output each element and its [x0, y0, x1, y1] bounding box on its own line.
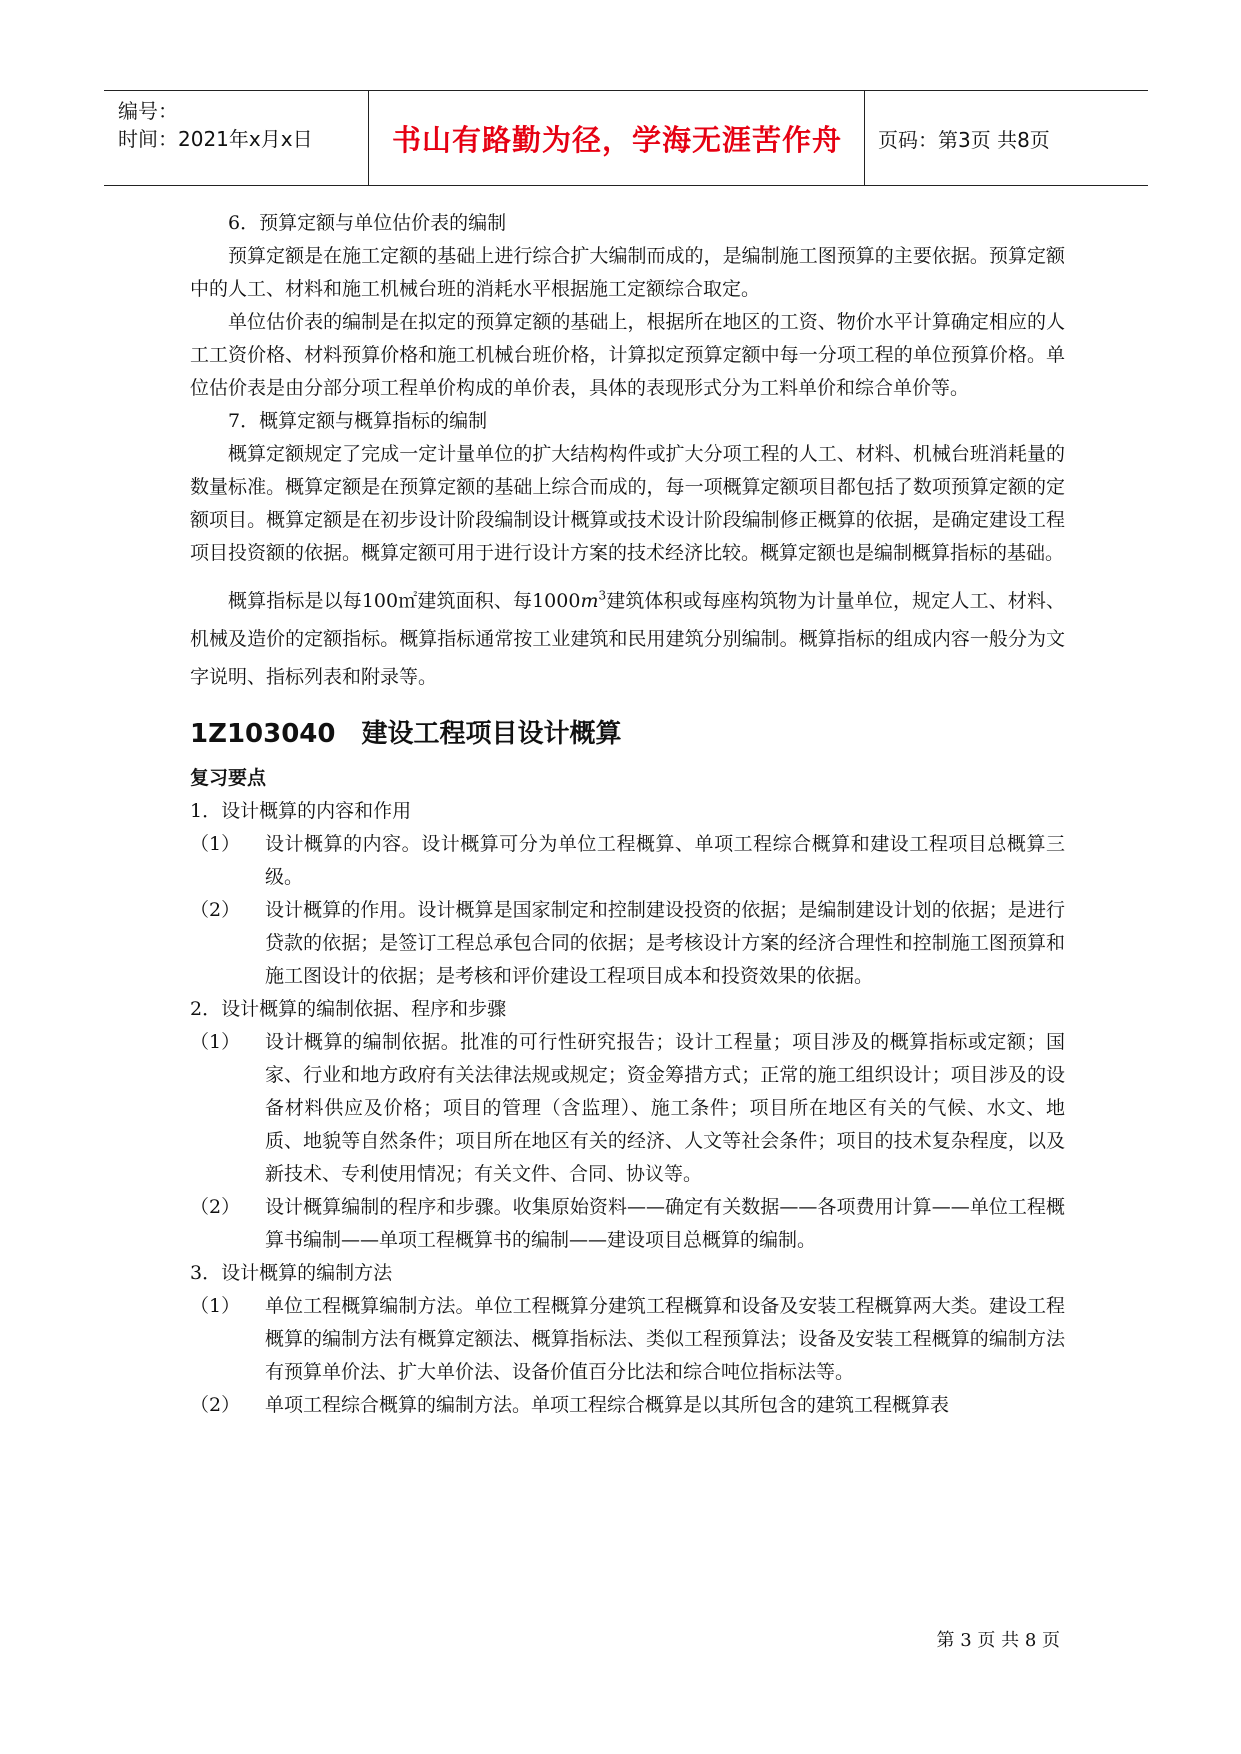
text-span: 建筑体积或每座构筑物为计量单位，规定人工、材料、机械及造价的定额指标。概算指标通常按工业建筑和民用建筑分别编制。概算指标的组成内容一般分为文字说明、指标列表和附录等。 [190, 590, 1065, 688]
header-motto: 书山有路勤为径，学海无涯苦作舟 [391, 122, 842, 157]
list-heading-3: 3．设计概算的编制方法 [190, 1262, 393, 1284]
header-page-number: 页码：第3页 共8页 [878, 127, 1050, 152]
item-number: （1） [190, 1295, 241, 1317]
item-number: （2） [190, 899, 241, 921]
section-title: 1Z103040 建设工程项目设计概算 [190, 719, 622, 749]
document-body [190, 207, 1065, 1422]
text-span: 概算指标是以每100㎡建筑面积、每1000 [228, 590, 581, 612]
list-item [190, 1290, 1065, 1389]
list-heading-2: 2．设计概算的编制依据、程序和步骤 [190, 998, 507, 1020]
list-item [190, 1191, 1065, 1257]
unit-exponent: 3 [598, 588, 607, 603]
unit-symbol: m [580, 590, 599, 612]
document-number-label: 编号： [118, 99, 178, 123]
paragraph: 预算定额是在施工定额的基础上进行综合扩大编制而成的，是编制施工图预算的主要依据。预算定额中的人工、材料和施工机械台班的消耗水平根据施工定额综合取定。 [190, 245, 1065, 300]
item-number: （2） [190, 1196, 241, 1218]
item-text: 设计概算的作用。设计概算是国家制定和控制建设投资的依据；是编制建设计划的依据；是进行贷款的依据；是签订工程总承包合同的依据；是考核设计方案的经济合理性和控制施工图预算和施工图设计的依据；是考核和评价建设工程项目成本和投资效果的依据。 [265, 899, 1065, 987]
subsection-heading-7: 7．概算定额与概算指标的编制 [228, 410, 488, 432]
list-heading-1: 1．设计概算的内容和作用 [190, 800, 412, 822]
paragraph: 单位估价表的编制是在拟定的预算定额的基础上，根据所在地区的工资、物价水平计算确定相应的人工工资价格、材料预算价格和施工机械台班价格，计算拟定预算定额中每一分项工程的单位预算价格。单位估价表是由分部分项工程单价构成的单价表，具体的表现形式分为工料单价和综合单价等。 [190, 311, 1065, 399]
page-footer: 第 3 页 共 8 页 [936, 1630, 1060, 1651]
list-item [190, 1026, 1065, 1191]
item-text: 单项工程综合概算的编制方法。单项工程综合概算是以其所包含的建筑工程概算表 [265, 1394, 950, 1416]
list-item [190, 828, 1065, 894]
header-motto-cell [370, 91, 865, 185]
paragraph: 概算定额规定了完成一定计量单位的扩大结构构件或扩大分项工程的人工、材料、机械台班消耗量的数量标准。概算定额是在预算定额的基础上综合而成的，每一项概算定额项目都包括了数项预算定额的定额项目。概算定额是在初步设计阶段编制设计概算或技术设计阶段编制修正概算的依据，是确定建设工程项目投资额的依据。概算定额可用于进行设计方案的技术经济比较。概算定额也是编制概算指标的基础。 [190, 443, 1065, 564]
document-time-label: 时间：2021年x月x日 [118, 127, 313, 151]
paragraph-indicator [190, 582, 1065, 696]
item-text: 设计概算编制的程序和步骤。收集原始资料——确定有关数据——各项费用计算——单位工程概算书编制——单项工程概算书的编制——建设项目总概算的编制。 [265, 1196, 1065, 1251]
subsection-heading-6: 6．预算定额与单位估价表的编制 [228, 212, 507, 234]
item-text: 单位工程概算编制方法。单位工程概算分建筑工程概算和设备及安装工程概算两大类。建设工程概算的编制方法有概算定额法、概算指标法、类似工程预算法；设备及安装工程概算的编制方法有预算单价法、扩大单价法、设备价值百分比法和综合吨位指标法等。 [265, 1295, 1065, 1383]
item-number: （1） [190, 1031, 241, 1053]
item-text: 设计概算的内容。设计概算可分为单位工程概算、单项工程综合概算和建设工程项目总概算三级。 [265, 833, 1065, 888]
review-points-title: 复习要点 [190, 767, 267, 789]
item-text: 设计概算的编制依据。批准的可行性研究报告；设计工程量；项目涉及的概算指标或定额；国家、行业和地方政府有关法律法规或规定；资金筹措方式；正常的施工组织设计；项目涉及的设备材料供应及价格；项目的管理（含监理）、施工条件；项目所在地区有关的气候、水文、地质、地貌等自然条件；项目所在地区有关的经济、人文等社会条件；项目的技术复杂程度，以及新技术、专利使用情况；有关文件、合同、协议等。 [265, 1031, 1065, 1185]
item-number: （2） [190, 1394, 241, 1416]
list-item [190, 1389, 1065, 1422]
page-header [104, 90, 1148, 186]
list-item [190, 894, 1065, 993]
header-page-cell [866, 91, 1148, 185]
header-left-cell [104, 91, 369, 185]
item-number: （1） [190, 833, 241, 855]
